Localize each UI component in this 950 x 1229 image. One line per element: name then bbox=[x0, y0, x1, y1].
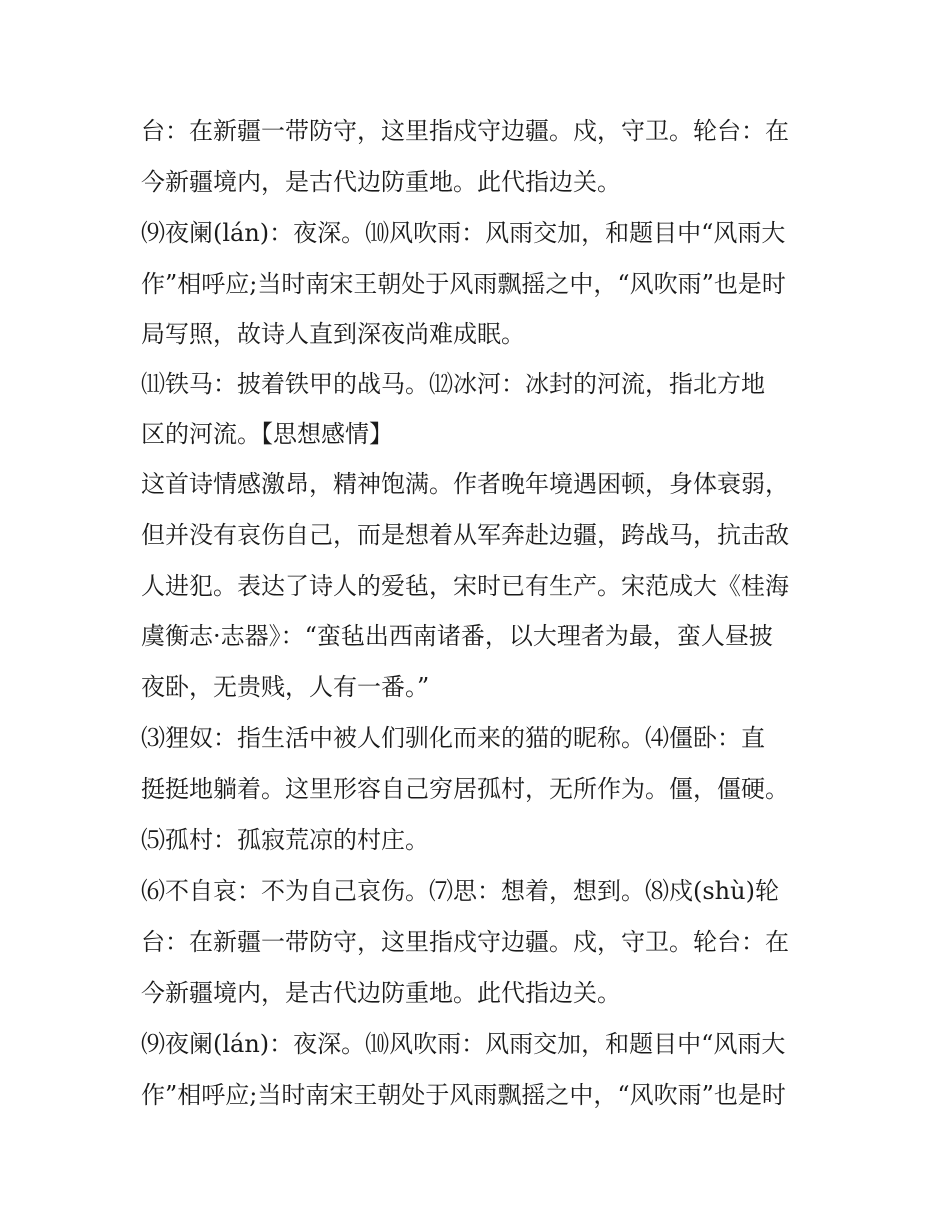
text-line: 但并没有哀伤自己，而是想着从军奔赴边疆，跨战马，抗击敌 bbox=[141, 521, 789, 549]
text-line: 虞衡志·志器》：“蛮毡出西南诸番，以大理者为最，蛮人昼披 bbox=[141, 622, 773, 650]
text-line: 作”相呼应;当时南宋王朝处于风雨飘摇之中，“风吹雨”也是时 bbox=[141, 1081, 786, 1109]
text-line: ⑼夜阑(lán)：夜深。⑽风吹雨：风雨交加，和题目中“风雨大 bbox=[141, 219, 786, 247]
text-line: 台：在新疆一带防守，这里指戍守边疆。戍，守卫。轮台：在 bbox=[141, 117, 789, 145]
text-line: 区的河流。【思想感情】 bbox=[141, 420, 393, 448]
text-line: 这首诗情感激昂，精神饱满。作者晚年境遇困顿，身体衰弱， bbox=[141, 470, 789, 498]
text-line: 夜卧，无贵贱，人有一番。” bbox=[141, 673, 430, 701]
text-line: ⑹不自哀：不为自己哀伤。⑺思：想着，想到。⑻戍(shù)轮 bbox=[141, 877, 779, 905]
text-line: 作”相呼应;当时南宋王朝处于风雨飘摇之中，“风吹雨”也是时 bbox=[141, 270, 786, 298]
text-line: 局写照，故诗人直到深夜尚难成眠。 bbox=[141, 320, 525, 348]
text-line: 人进犯。表达了诗人的爱毡，宋时已有生产。宋范成大《桂海 bbox=[141, 572, 789, 600]
text-line: ⑼夜阑(lán)：夜深。⑽风吹雨：风雨交加，和题目中“风雨大 bbox=[141, 1030, 786, 1058]
text-line: ⑶狸奴：指生活中被人们驯化而来的猫的昵称。⑷僵卧：直 bbox=[141, 724, 765, 752]
text-line: 台：在新疆一带防守，这里指戍守边疆。戍，守卫。轮台：在 bbox=[141, 928, 789, 956]
text-line: 挺挺地躺着。这里形容自己穷居孤村，无所作为。僵，僵硬。 bbox=[141, 775, 789, 803]
text-line: ⑾铁马：披着铁甲的战马。⑿冰河：冰封的河流，指北方地 bbox=[141, 370, 765, 398]
text-line: 今新疆境内，是古代边防重地。此代指边关。 bbox=[141, 979, 621, 1007]
text-line: 今新疆境内，是古代边防重地。此代指边关。 bbox=[141, 168, 621, 196]
text-line: ⑸孤村：孤寂荒凉的村庄。 bbox=[141, 826, 429, 854]
